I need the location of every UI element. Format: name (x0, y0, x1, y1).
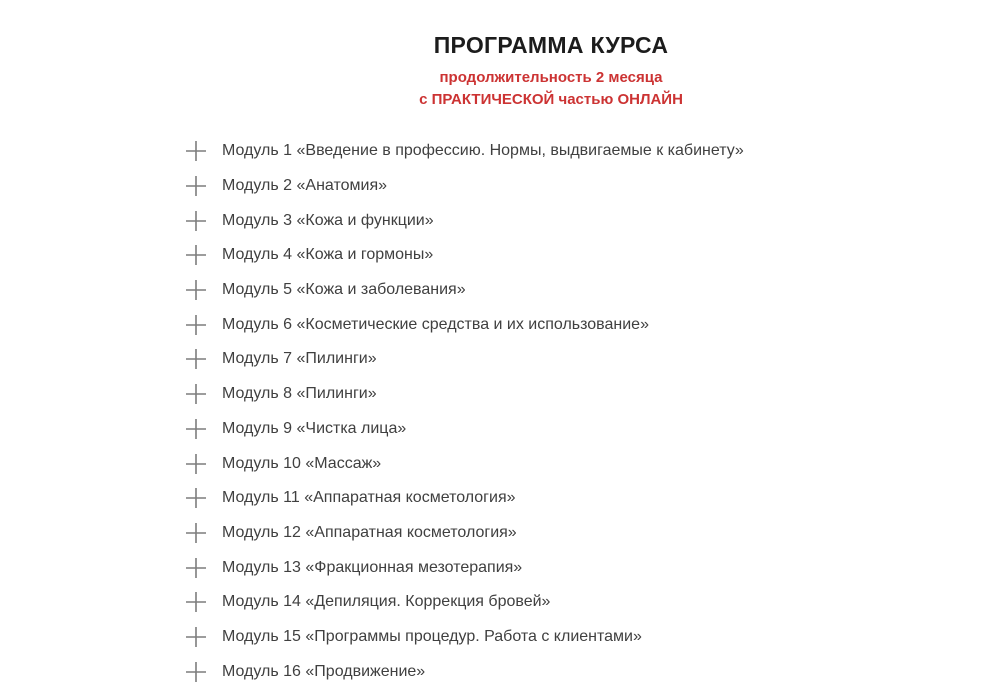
subtitle-practice: с ПРАКТИЧЕСКОЙ частью ОНЛАЙН (419, 91, 683, 108)
plus-icon[interactable] (186, 245, 206, 265)
plus-icon[interactable] (186, 419, 206, 439)
plus-icon[interactable] (186, 523, 206, 543)
module-label: Модуль 6 «Косметические средства и их использование» (222, 315, 649, 333)
module-label: Модуль 4 «Кожа и гормоны» (222, 246, 434, 264)
module-list-item[interactable] (186, 203, 916, 238)
module-label: Модуль 2 «Анатомия» (222, 177, 387, 195)
plus-icon[interactable] (186, 558, 206, 578)
module-list-item[interactable] (186, 620, 916, 655)
module-list-item[interactable] (186, 273, 916, 308)
module-list-item[interactable] (186, 307, 916, 342)
module-label: Модуль 10 «Массаж» (222, 454, 382, 472)
module-list-item[interactable] (186, 377, 916, 412)
module-list-item[interactable] (186, 342, 916, 377)
module-list-item[interactable] (186, 412, 916, 447)
plus-icon[interactable] (186, 488, 206, 508)
module-label: Модуль 5 «Кожа и заболевания» (222, 281, 466, 299)
module-list-item[interactable] (186, 654, 916, 688)
page-title: ПРОГРАММА КУРСА (433, 32, 669, 58)
plus-icon[interactable] (186, 384, 206, 404)
module-list-item[interactable] (186, 550, 916, 585)
module-list-item[interactable] (186, 238, 916, 273)
plus-icon[interactable] (186, 315, 206, 335)
plus-icon[interactable] (186, 349, 206, 369)
module-list-item[interactable] (186, 169, 916, 204)
module-list-item[interactable] (186, 585, 916, 620)
module-label: Модуль 11 «Аппаратная косметология» (222, 489, 516, 507)
module-label: Модуль 16 «Продвижение» (222, 662, 426, 680)
plus-icon[interactable] (186, 627, 206, 647)
course-subtitle (186, 67, 916, 111)
module-list-item[interactable] (186, 516, 916, 551)
course-program-section (186, 0, 916, 688)
module-label: Модуль 9 «Чистка лица» (222, 419, 407, 437)
module-label: Модуль 7 «Пилинги» (222, 350, 377, 368)
module-label: Модуль 14 «Депиляция. Коррекция бровей» (222, 593, 551, 611)
plus-icon[interactable] (186, 141, 206, 161)
plus-icon[interactable] (186, 662, 206, 682)
plus-icon[interactable] (186, 454, 206, 474)
plus-icon[interactable] (186, 280, 206, 300)
module-label: Модуль 1 «Введение в профессию. Нормы, выдвигаемые к кабинету» (222, 142, 744, 160)
module-label: Модуль 15 «Программы процедур. Работа с клиентами» (222, 627, 642, 645)
module-label: Модуль 13 «Фракционная мезотерапия» (222, 558, 523, 576)
module-list-item[interactable] (186, 134, 916, 169)
module-list-item[interactable] (186, 446, 916, 481)
module-list-item[interactable] (186, 481, 916, 516)
plus-icon[interactable] (186, 592, 206, 612)
plus-icon[interactable] (186, 211, 206, 231)
subtitle-duration: продолжительность 2 месяца (439, 69, 663, 86)
module-label: Модуль 12 «Аппаратная косметология» (222, 523, 517, 541)
module-label: Модуль 3 «Кожа и функции» (222, 211, 434, 229)
plus-icon[interactable] (186, 176, 206, 196)
module-list (186, 134, 916, 688)
module-label: Модуль 8 «Пилинги» (222, 385, 377, 403)
